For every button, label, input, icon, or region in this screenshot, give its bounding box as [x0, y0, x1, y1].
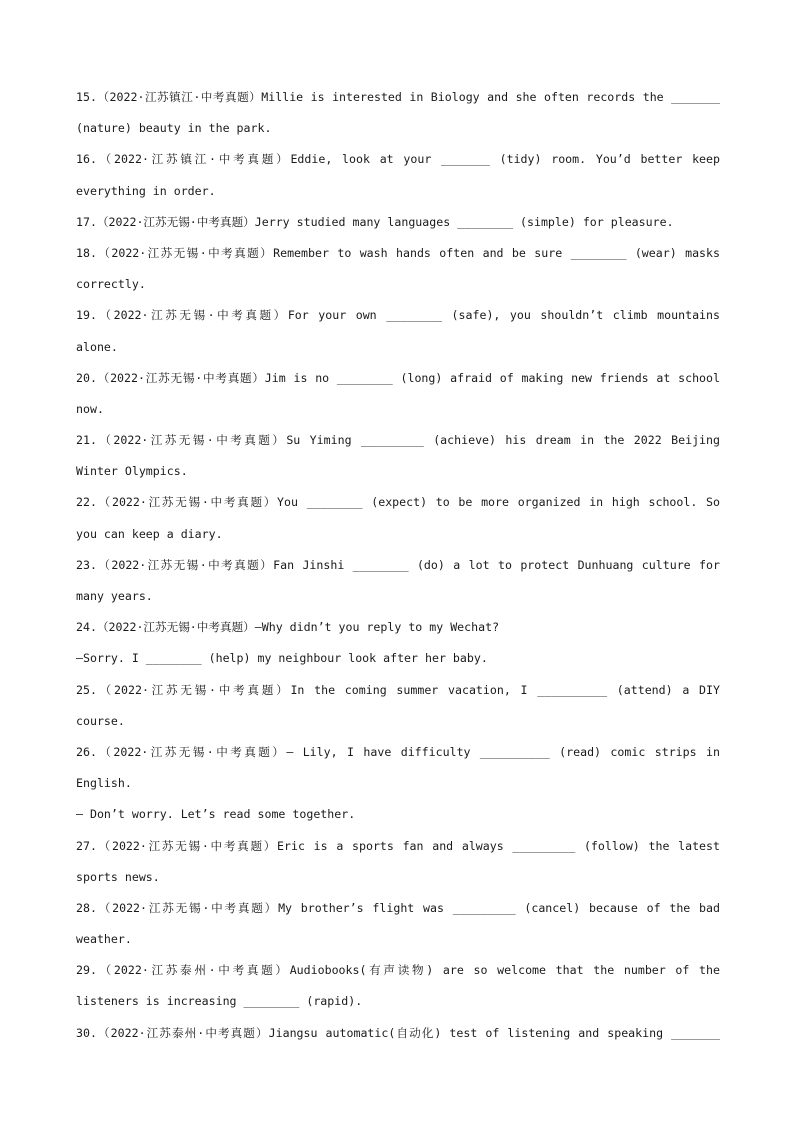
question-29-line-1: 29.（2022·江苏泰州·中考真题）Audiobooks(有声读物) are so welcome that the number of the [76, 963, 720, 978]
question-27-line-2: sports news. [76, 869, 160, 884]
question-26-line-2: English. [76, 776, 132, 791]
question-29-line-2: listeners is increasing ________ (rapid). [76, 994, 363, 1009]
question-22-line-2: you can keep a diary. [76, 526, 223, 541]
question-26-line-1: 26.（2022·江苏无锡·中考真题）— Lily, I have difficulty __________ (read) comic strips in [76, 744, 720, 759]
question-16-line-1: 16.（2022·江苏镇江·中考真题）Eddie, look at your _______ (tidy) room. You’d better keep [76, 152, 720, 167]
question-23-line-2: many years. [76, 589, 153, 603]
question-30-line-1: 30.（2022·江苏泰州·中考真题）Jiangsu automatic(自动化) test of listening and speaking _______ [76, 1025, 720, 1040]
question-25-line-2: course. [76, 713, 125, 728]
question-20-line-2: now. [76, 401, 104, 416]
question-22-line-1: 22.（2022·江苏无锡·中考真题）You ________ (expect) to be more organized in high school. So [76, 495, 720, 510]
question-21-line-2: Winter Olympics. [76, 464, 188, 479]
question-18-line-1: 18.（2022·江苏无锡·中考真题）Remember to wash hands often and be sure ________ (wear) masks [76, 245, 720, 260]
exercise-sheet [76, 82, 720, 1049]
question-24-line-2: —Sorry. I ________ (help) my neighbour look after her baby. [76, 651, 488, 666]
question-26-line-3: — Don’t worry. Let’s read some together. [76, 807, 356, 822]
question-21-line-1: 21.（2022·江苏无锡·中考真题）Su Yiming _________ (achieve) his dream in the 2022 Beijing [76, 433, 720, 448]
question-20-line-1: 20.（2022·江苏无锡·中考真题）Jim is no ________ (long) afraid of making new friends at school [76, 370, 720, 385]
question-28-line-2: weather. [76, 932, 132, 947]
question-23-line-1: 23.（2022·江苏无锡·中考真题）Fan Jinshi ________ (do) a lot to protect Dunhuang culture for [76, 557, 720, 572]
question-25-line-1: 25.（2022·江苏无锡·中考真题）In the coming summer vacation, I __________ (attend) a DIY [76, 682, 720, 697]
question-19-line-2: alone. [76, 339, 118, 354]
question-16-line-2: everything in order. [76, 183, 216, 198]
question-24-line-1: 24.（2022·江苏无锡·中考真题）—Why didn’t you reply to my Wechat? [76, 620, 500, 635]
question-15-line-2: (nature) beauty in the park. [76, 121, 272, 136]
question-18-line-2: correctly. [76, 277, 146, 292]
question-15-line-1: 15.（2022·江苏镇江·中考真题）Millie is interested in Biology and she often records the _______ [76, 90, 720, 104]
question-28-line-1: 28.（2022·江苏无锡·中考真题）My brother’s flight was _________ (cancel) because of the bad [76, 900, 720, 915]
question-17-line-1: 17.（2022·江苏无锡·中考真题）Jerry studied many languages ________ (simple) for pleasure. [76, 214, 674, 229]
question-27-line-1: 27.（2022·江苏无锡·中考真题）Eric is a sports fan and always _________ (follow) the latest [76, 838, 720, 853]
question-19-line-1: 19.（2022·江苏无锡·中考真题）For your own ________ (safe), you shouldn’t climb mountains [76, 308, 720, 323]
